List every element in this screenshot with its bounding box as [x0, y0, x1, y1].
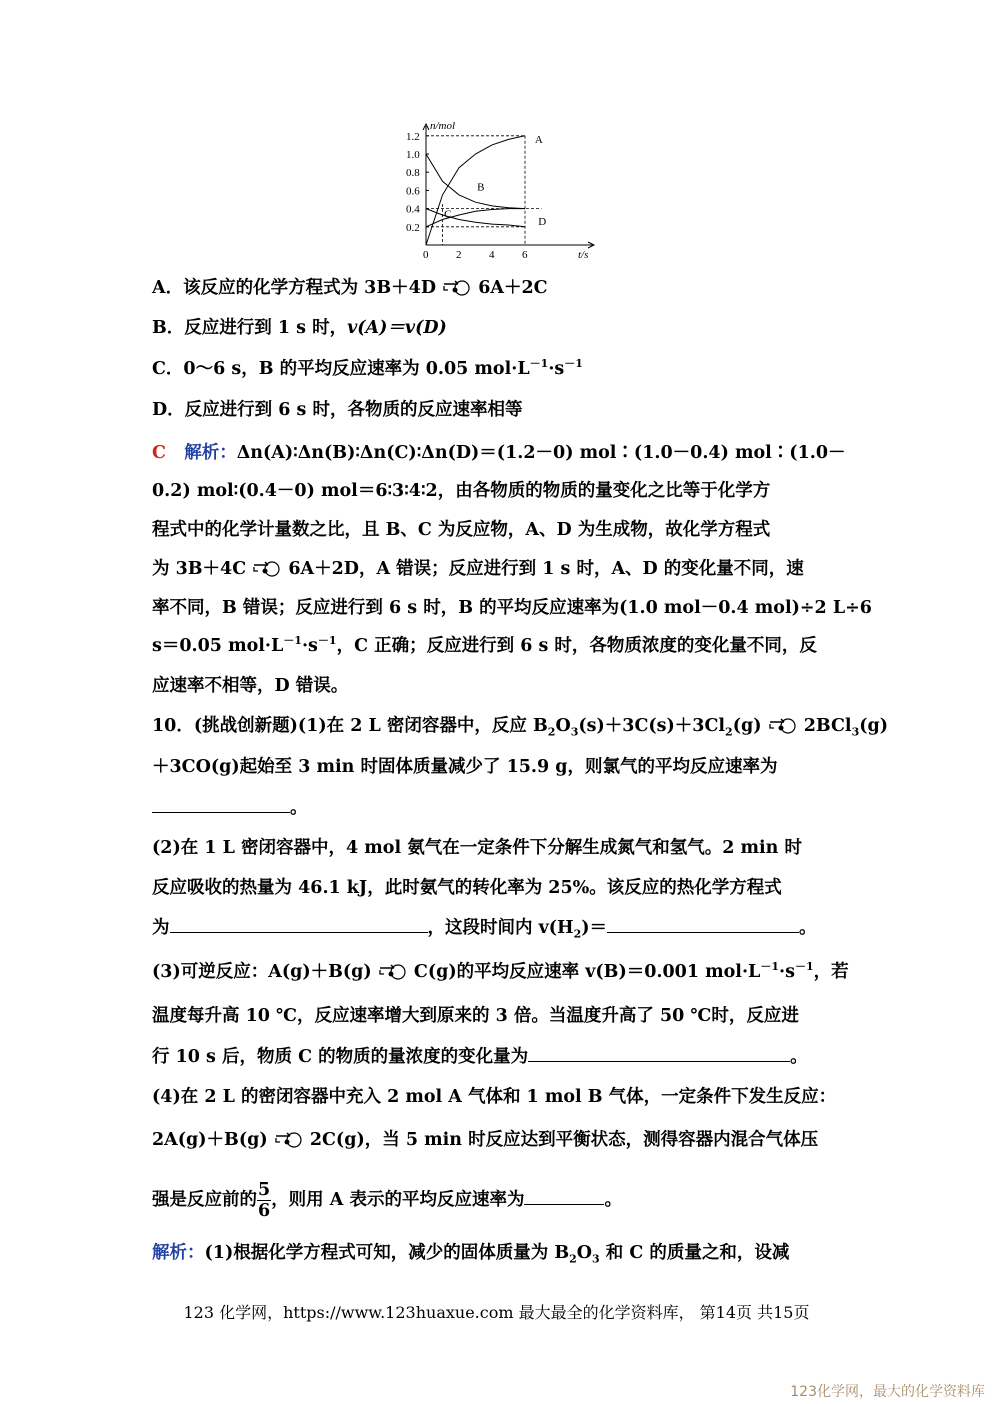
sub: 3 — [592, 1252, 600, 1266]
y-tick-label: 0.4 — [406, 203, 420, 216]
text: 2A(g)＋B(g) — [152, 1130, 268, 1150]
sub: 2 — [547, 725, 556, 739]
q10-p3-line-2 — [152, 1004, 852, 1028]
y-tick-label: 1.2 — [406, 130, 420, 143]
text: ，若 — [813, 962, 849, 982]
answer-text-1: Δn(A)∶Δn(B)∶Δn(C)∶Δn(D)＝(1.2－0) mol∶(1.0－0.4) mol∶(1.0－ — [236, 443, 846, 463]
sup: －1 — [794, 960, 814, 974]
analysis-label: 解析： — [152, 1243, 205, 1263]
y-axis-label: n/mol — [430, 120, 456, 132]
reaction-chart — [398, 118, 598, 258]
sub: 3 — [570, 725, 579, 739]
text: 强是反应前的 — [152, 1190, 257, 1210]
text: (s)＋3C(s)＋3Cl — [578, 716, 726, 736]
q10-p2-line-1 — [152, 836, 852, 860]
sub: 2 — [573, 927, 582, 941]
text: 行 10 s 后，物质 C 的物质的量浓度的变化量为 — [152, 1047, 529, 1067]
q10-p2-text-1: (2)在 1 L 密闭容器中，4 mol 氨气在一定条件下分解生成氮气和氢气。2 min 时 — [152, 838, 802, 858]
text: O — [576, 1243, 593, 1263]
text: (3)可逆反应：A(g)＋B(g) — [152, 962, 372, 982]
answer-blank-2[interactable] — [170, 918, 428, 933]
answer-line-3 — [152, 518, 852, 542]
answer-line-5 — [152, 596, 872, 620]
text: C(g)的平均反应速率 v(B)＝0.001 mol·L — [413, 962, 761, 982]
q10-p2-text-2: 反应吸收的热量为 46.1 kJ，此时氨气的转化率为 25%。该反应的热化学方程式 — [152, 878, 782, 898]
answer-sup-2: －1 — [317, 634, 337, 648]
q10-p3-line-3 — [152, 1045, 852, 1069]
x-tick-label: 2 — [456, 249, 462, 258]
text: (g) — [732, 716, 762, 736]
option-b — [152, 316, 852, 340]
option-a-text: A．该反应的化学方程式为 3B＋4D — [152, 278, 436, 298]
q10-text-1: 10．(挑战创新题)(1)在 2 L 密闭容器中，反应 B — [152, 716, 548, 736]
option-d-text: D．反应进行到 6 s 时，各物质的反应速率相等 — [152, 400, 523, 420]
option-d — [152, 398, 852, 422]
sub: 2 — [569, 1252, 577, 1266]
answer-text-4b: 6A＋2D，A 错误；反应进行到 1 s 时，A、D 的变化量不同，速 — [288, 559, 804, 579]
reversible-arrow-icon — [768, 716, 798, 734]
q10-line-3 — [152, 796, 852, 820]
option-c-sup2: －1 — [564, 357, 583, 371]
sup: －1 — [760, 960, 780, 974]
q10-p4-text-1: (4)在 2 L 的密闭容器中充入 2 mol A 气体和 1 mol B 气体，一定条件下发生反应： — [152, 1087, 837, 1107]
q10-line-1 — [152, 714, 889, 739]
q10-text-2: ＋3CO(g)起始至 3 min 时固体质量减少了 15.9 g，则氯气的平均反应速率为 — [152, 757, 778, 777]
text: 。 — [799, 918, 817, 938]
q10-p4-line-2 — [152, 1128, 852, 1152]
text: ·s — [779, 962, 795, 982]
sub: 3 — [851, 725, 860, 739]
answer-text-6a: s＝0.05 mol·L — [152, 636, 284, 656]
option-b-text: B．反应进行到 1 s 时， — [152, 318, 348, 338]
curve-label-B: B — [477, 181, 485, 194]
q10-p3-text-2: 温度每升高 10 ℃，反应速率增大到原来的 3 倍。当温度升高了 50 ℃时，反应进 — [152, 1006, 799, 1026]
answer-blank-1[interactable] — [152, 798, 290, 813]
text: ，则用 A 表示的平均反应速率为 — [271, 1190, 525, 1210]
text: 。 — [604, 1190, 622, 1210]
x-axis-label: t/s — [578, 249, 589, 258]
answer-line-6 — [152, 634, 852, 658]
answer-line-2 — [152, 479, 852, 503]
y-tick-label: 0.2 — [406, 221, 420, 234]
answer-text-4a: 为 3B＋4C — [152, 559, 247, 579]
reversible-arrow-icon — [252, 559, 282, 577]
text: 为 — [152, 918, 170, 938]
fraction — [257, 1180, 271, 1221]
series-A-line — [426, 136, 525, 245]
option-c-mid: ·s — [548, 359, 565, 379]
answer-text-2: 0.2) mol∶(0.4－0) mol＝6∶3∶4∶2，由各物质的物质的量变化之比等于化学方 — [152, 481, 771, 501]
answer-text-6b: ·s — [301, 636, 318, 656]
answer-line-7 — [152, 674, 852, 698]
option-c-text: C．0～6 s，B 的平均反应速率为 0.05 mol·L — [152, 359, 530, 379]
option-b-equation: v(A)＝v(D) — [347, 318, 447, 338]
fraction-denominator: 6 — [258, 1201, 271, 1221]
curve-label-A: A — [534, 134, 543, 147]
answer-line-1 — [152, 441, 852, 465]
text: (g) — [859, 716, 889, 736]
reversible-arrow-icon — [442, 278, 472, 296]
answer-line-4 — [152, 557, 852, 581]
option-a-products: 6A＋2C — [478, 278, 548, 298]
answer-blank-5[interactable] — [524, 1190, 604, 1205]
answer-blank-3[interactable] — [607, 918, 799, 933]
text: 。 — [790, 1047, 808, 1067]
text: 和 C 的质量之和，设减 — [599, 1243, 790, 1263]
answer-sup-1: －1 — [283, 634, 302, 648]
x-tick-label: 6 — [522, 249, 528, 258]
answer-text-7: 应速率不相等，D 错误。 — [152, 676, 349, 696]
x-tick-label: 4 — [489, 249, 495, 258]
sub: 2 — [725, 725, 733, 739]
fraction-numerator: 5 — [258, 1180, 271, 1200]
series-C-line — [426, 209, 525, 227]
y-tick-label: 1.0 — [406, 149, 420, 161]
q10-p2-line-3 — [152, 916, 852, 940]
answer-text-3: 程式中的化学计量数之比，且 B、C 为反应物，A、D 为生成物，故化学方程式 — [152, 520, 771, 540]
q10-p3-line-1 — [152, 960, 852, 984]
text: ，这段时间内 v(H — [427, 918, 574, 938]
text: (1)根据化学方程式可知，减少的固体质量为 B — [204, 1243, 570, 1263]
answer-letter: C — [152, 443, 166, 463]
answer-label: 解析： — [184, 443, 237, 463]
text: )＝ — [581, 918, 608, 938]
y-tick-label: 0.8 — [406, 167, 420, 180]
y-tick-label: 0.6 — [406, 185, 420, 198]
text: O — [555, 716, 571, 736]
curve-label-C: C — [444, 208, 452, 221]
q10-p2-line-2 — [152, 876, 852, 900]
option-a — [152, 276, 852, 300]
reversible-arrow-icon — [274, 1130, 304, 1148]
option-c — [152, 357, 852, 381]
q10-p4-line-3 — [152, 1180, 852, 1221]
text: 2BCl — [803, 716, 852, 736]
answer-text-5: 率不同，B 错误；反应进行到 6 s 时，B 的平均反应速率为(1.0 mol－0.4 mol)÷2 L÷6 — [152, 598, 872, 618]
analysis-line-1 — [152, 1241, 852, 1265]
answer-blank-4[interactable] — [528, 1047, 790, 1062]
q10-text-3: 。 — [290, 798, 308, 818]
page-footer: 123 化学网，https://www.123huaxue.com 最大最全的化学资料库， 第14页 共15页 — [183, 1303, 810, 1322]
q10-p4-line-1 — [152, 1085, 852, 1109]
answer-text-6c: ，C 正确；反应进行到 6 s 时，各物质浓度的变化量不同，反 — [336, 636, 817, 656]
x-tick-label: 0 — [423, 249, 429, 258]
text: 2C(g)，当 5 min 时反应达到平衡状态，测得容器内混合气体压 — [309, 1130, 819, 1150]
curve-label-D: D — [538, 215, 547, 228]
q10-line-2 — [152, 755, 852, 779]
reversible-arrow-icon — [378, 962, 408, 980]
watermark: 123化学网，最大的化学资料库 — [790, 1384, 985, 1400]
option-c-sup1: －1 — [529, 357, 549, 371]
